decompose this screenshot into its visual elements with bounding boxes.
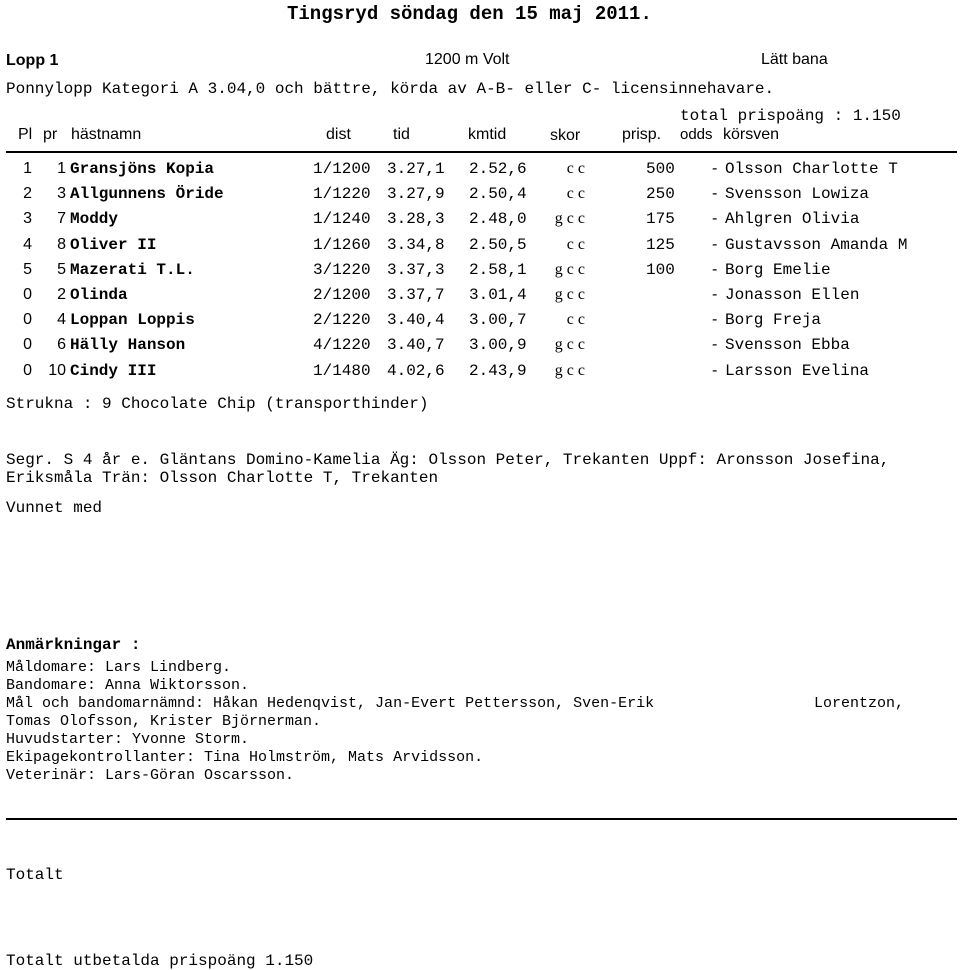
col-tid: tid bbox=[393, 126, 410, 143]
col-prisp: prisp. bbox=[622, 126, 662, 143]
footer-rule bbox=[6, 818, 957, 820]
cell-dist: 1/1240 bbox=[313, 210, 371, 228]
col-pl: Pl bbox=[18, 126, 33, 143]
cell-skor: g c c bbox=[554, 362, 585, 379]
cell-pr: 3 bbox=[57, 185, 66, 202]
cell-odds: - bbox=[712, 336, 718, 353]
col-name: hästnamn bbox=[71, 126, 142, 143]
cell-skor: g c c bbox=[554, 286, 585, 303]
cell-pl: 2 bbox=[23, 185, 32, 202]
cell-prisp: 175 bbox=[646, 210, 675, 228]
cell-skor: c c bbox=[566, 311, 585, 328]
cell-odds: - bbox=[712, 160, 718, 177]
col-driver: körsven bbox=[723, 126, 780, 143]
cell-dist: 1/1480 bbox=[313, 362, 371, 380]
cell-driver: Ahlgren Olivia bbox=[725, 210, 860, 228]
cell-tid: 3.27,9 bbox=[387, 185, 445, 203]
cell-tid: 3.40,7 bbox=[387, 336, 445, 354]
cell-name: Mazerati T.L. bbox=[70, 261, 195, 279]
cell-odds: - bbox=[712, 236, 718, 253]
cell-dist: 3/1220 bbox=[313, 261, 371, 279]
cell-driver: Svensson Lowiza bbox=[725, 185, 870, 203]
cell-tid: 3.27,1 bbox=[387, 160, 445, 178]
race-label: Lopp 1 bbox=[6, 52, 59, 69]
cell-dist: 1/1220 bbox=[313, 185, 371, 203]
cell-pl: 3 bbox=[23, 210, 32, 227]
cell-driver: Svensson Ebba bbox=[725, 336, 850, 354]
cell-name: Oliver II bbox=[70, 236, 157, 254]
cell-skor: g c c bbox=[554, 336, 585, 353]
scratched-note: Strukna : 9 Chocolate Chip (transporthinder) bbox=[6, 395, 429, 413]
cell-prisp: 250 bbox=[646, 185, 675, 203]
cell-pl: 0 bbox=[23, 311, 32, 328]
remark-line: Måldomare: Lars Lindberg. bbox=[6, 659, 232, 676]
cell-dist: 1/1200 bbox=[313, 160, 371, 178]
cell-driver: Olsson Charlotte T bbox=[725, 160, 898, 178]
cell-dist: 2/1220 bbox=[313, 311, 371, 329]
cell-tid: 3.40,4 bbox=[387, 311, 445, 329]
cell-skor: c c bbox=[566, 185, 585, 202]
total-label: Totalt bbox=[6, 866, 64, 884]
cell-name: Allgunnens Öride bbox=[70, 185, 224, 203]
cell-pr: 1 bbox=[57, 160, 66, 177]
cell-tid: 3.37,3 bbox=[387, 261, 445, 279]
cell-driver: Borg Emelie bbox=[725, 261, 831, 279]
cell-tid: 4.02,6 bbox=[387, 362, 445, 380]
race-distance: 1200 m Volt bbox=[425, 51, 510, 68]
cell-odds: - bbox=[712, 311, 718, 328]
cell-skor: c c bbox=[566, 236, 585, 253]
cell-kmtid: 2.52,6 bbox=[469, 160, 527, 178]
remark-line: Huvudstarter: Yvonne Storm. bbox=[6, 731, 250, 748]
cell-pl: 0 bbox=[23, 336, 32, 353]
cell-dist: 1/1260 bbox=[313, 236, 371, 254]
cell-name: Hälly Hanson bbox=[70, 336, 186, 354]
cell-prisp: 125 bbox=[646, 236, 675, 254]
header-rule bbox=[6, 151, 957, 153]
remark-line: Tomas Olofsson, Krister Björnerman. bbox=[6, 713, 322, 730]
cell-kmtid: 2.58,1 bbox=[469, 261, 527, 279]
cell-tid: 3.34,8 bbox=[387, 236, 445, 254]
cell-skor: c c bbox=[566, 160, 585, 177]
cell-driver: Larsson Evelina bbox=[725, 362, 870, 380]
cell-tid: 3.28,3 bbox=[387, 210, 445, 228]
remark-line-tail: Lorentzon, bbox=[814, 695, 905, 712]
cell-odds: - bbox=[712, 185, 718, 202]
cell-driver: Gustavsson Amanda M bbox=[725, 236, 908, 254]
cell-driver: Jonasson Ellen bbox=[725, 286, 860, 304]
cell-skor: g c c bbox=[554, 210, 585, 227]
cell-odds: - bbox=[712, 261, 718, 278]
cell-dist: 2/1200 bbox=[313, 286, 371, 304]
cell-odds: - bbox=[712, 362, 718, 379]
col-skor: skor bbox=[550, 127, 581, 144]
cell-skor: g c c bbox=[554, 261, 585, 278]
col-kmtid: kmtid bbox=[468, 126, 507, 143]
cell-prisp: 100 bbox=[646, 261, 675, 279]
cell-odds: - bbox=[712, 286, 718, 303]
cell-pl: 5 bbox=[23, 261, 32, 278]
cell-name: Moddy bbox=[70, 210, 119, 228]
total-prize: total prispoäng : 1.150 bbox=[680, 107, 901, 125]
remark-line: Ekipagekontrollanter: Tina Holmström, Mats Arvidsson. bbox=[6, 749, 484, 766]
cell-dist: 4/1220 bbox=[313, 336, 371, 354]
cell-name: Loppan Loppis bbox=[70, 311, 195, 329]
cell-pl: 0 bbox=[23, 362, 32, 379]
race-condition: Ponnylopp Kategori A 3.04,0 och bättre, körda av A-B- eller C- licensinnehavare. bbox=[6, 80, 775, 98]
cell-name: Cindy III bbox=[70, 362, 157, 380]
cell-kmtid: 2.48,0 bbox=[469, 210, 527, 228]
cell-kmtid: 2.43,9 bbox=[469, 362, 527, 380]
cell-pr: 2 bbox=[57, 286, 66, 303]
cell-odds: - bbox=[712, 210, 718, 227]
cell-tid: 3.37,7 bbox=[387, 286, 445, 304]
cell-pr: 8 bbox=[57, 236, 66, 253]
winner-info-line1: Segr. S 4 år e. Gläntans Domino-Kamelia Äg: Olsson Peter, Trekanten Uppf: Aronsson Josefina, bbox=[6, 451, 890, 469]
cell-kmtid: 2.50,5 bbox=[469, 236, 527, 254]
col-dist: dist bbox=[326, 126, 351, 143]
cell-name: Olinda bbox=[70, 286, 128, 304]
cell-kmtid: 3.00,7 bbox=[469, 311, 527, 329]
total-paid: Totalt utbetalda prispoäng 1.150 bbox=[6, 952, 314, 970]
cell-pl: 4 bbox=[23, 236, 32, 253]
track-condition: Lätt bana bbox=[761, 51, 828, 68]
page-title: Tingsryd söndag den 15 maj 2011. bbox=[287, 3, 652, 25]
cell-prisp: 500 bbox=[646, 160, 675, 178]
remark-line: Mål och bandomarnämnd: Håkan Hedenqvist, Jan-Evert Pettersson, Sven-Erik bbox=[6, 695, 655, 712]
cell-pr: 6 bbox=[57, 336, 66, 353]
remarks-heading: Anmärkningar : bbox=[6, 636, 141, 654]
cell-name: Gransjöns Kopia bbox=[70, 160, 215, 178]
cell-kmtid: 3.01,4 bbox=[469, 286, 527, 304]
remark-line: Veterinär: Lars-Göran Oscarsson. bbox=[6, 767, 295, 784]
cell-pr: 10 bbox=[48, 362, 66, 379]
col-odds: odds bbox=[680, 126, 713, 143]
winner-info-line2: Eriksmåla Trän: Olsson Charlotte T, Trekanten bbox=[6, 469, 439, 487]
cell-pr: 7 bbox=[57, 210, 66, 227]
cell-driver: Borg Freja bbox=[725, 311, 822, 329]
col-pr: pr bbox=[43, 126, 58, 143]
remark-line: Bandomare: Anna Wiktorsson. bbox=[6, 677, 250, 694]
cell-kmtid: 2.50,4 bbox=[469, 185, 527, 203]
cell-pl: 1 bbox=[23, 160, 32, 177]
cell-kmtid: 3.00,9 bbox=[469, 336, 527, 354]
won-with: Vunnet med bbox=[6, 499, 103, 517]
cell-pl: 0 bbox=[23, 286, 32, 303]
cell-pr: 5 bbox=[57, 261, 66, 278]
cell-pr: 4 bbox=[57, 311, 66, 328]
